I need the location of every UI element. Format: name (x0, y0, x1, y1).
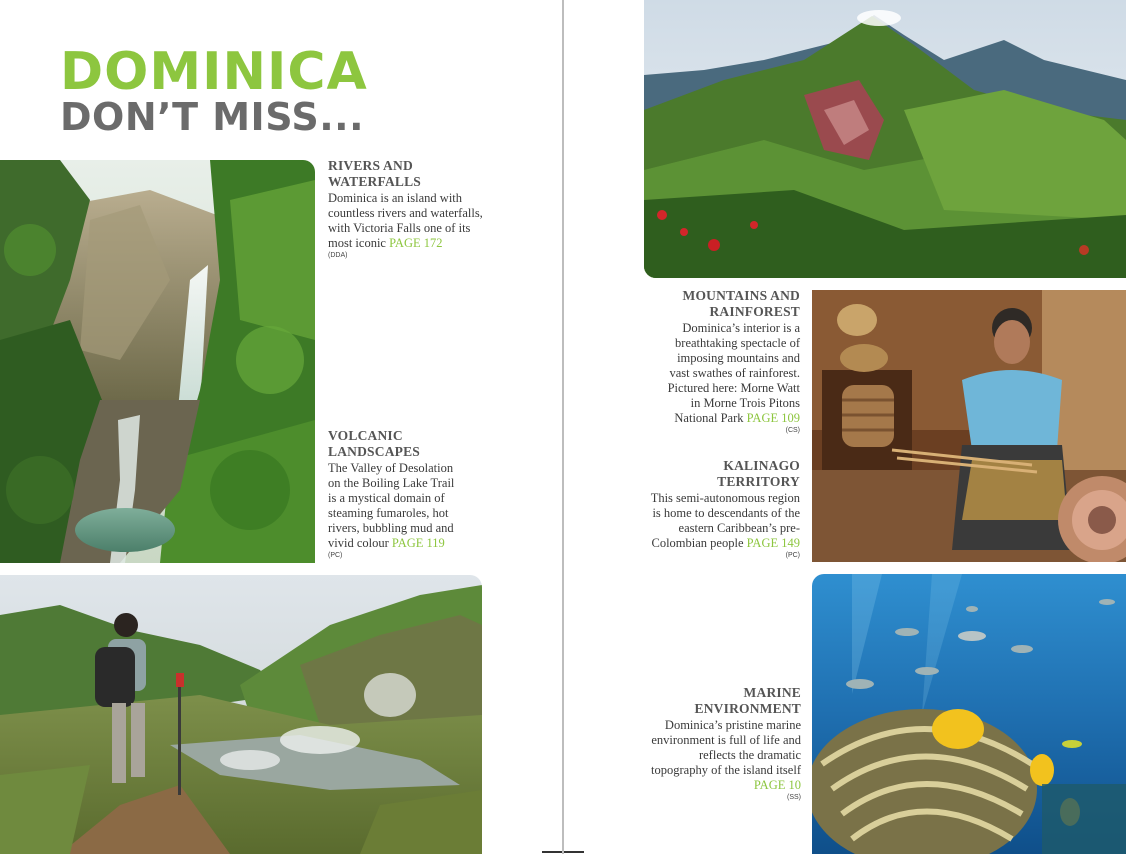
rivers-page-ref[interactable]: PAGE 172 (389, 236, 443, 250)
marine-environment-title: MARINE ENVIRONMENT (694, 685, 801, 716)
basket-weaver-photo (812, 290, 1126, 562)
kalinago-territory-text: This semi-autonomous region is home to descendants of the eastern Caribbean’s pre-Colombian people PAGE 149 (650, 491, 800, 550)
rivers-waterfalls-text: Dominica is an island with countless rivers and waterfalls, with Victoria Falls one of its most iconic PAGE 172 (328, 191, 483, 250)
page-foot-mark-left (542, 851, 562, 853)
volcanic-landscapes-blurb (328, 428, 463, 560)
rivers-photo-credit: (DDA) (328, 252, 348, 259)
mountains-photo-credit: (CS) (785, 427, 800, 434)
volcanic-landscapes-text: The Valley of Desolation on the Boiling Lake Trail is a mystical domain of steaming fumaroles, hot rivers, bubbling mud and vivid colour PAGE 119 (328, 461, 455, 550)
marine-environment-text: Dominica’s pristine marine environment is full of life and reflects the dramatic topography of the island itself PAGE 10 (651, 718, 801, 792)
volcanic-page-ref[interactable]: PAGE 119 (391, 536, 445, 550)
kalinago-photo-credit: (PC) (785, 552, 800, 559)
mountains-page-ref[interactable]: PAGE 109 (746, 411, 800, 425)
marine-photo-credit: (SS) (787, 794, 801, 801)
volcanic-landscapes-title: VOLCANIC LANDSCAPES (328, 428, 421, 459)
kalinago-territory-blurb (640, 458, 800, 560)
marine-page-ref[interactable]: PAGE 10 (753, 778, 801, 792)
volcanic-photo-credit: (PC) (328, 552, 343, 559)
marine-environment-blurb (644, 685, 801, 802)
rivers-waterfalls-title: RIVERS AND WATERFALLS (328, 158, 422, 189)
mountains-rainforest-text: Dominica’s interior is a breathtaking spectacle of imposing mountains and vast swathes of rainforest. Pictured here: Morne Watt in Morne Trois Pitons National Park PAGE 109 (667, 321, 800, 425)
page-title: DOMINICA (60, 42, 368, 102)
right-page (564, 0, 1126, 854)
rivers-waterfalls-blurb (328, 158, 488, 260)
marine-photo (812, 574, 1126, 854)
page-subtitle: DON’T MISS... (60, 95, 365, 139)
kalinago-territory-title: KALINAGO TERRITORY (717, 458, 800, 489)
mountains-rainforest-blurb (656, 288, 800, 435)
page-foot-mark-right (564, 851, 584, 853)
kalinago-page-ref[interactable]: PAGE 149 (746, 536, 800, 550)
mountains-rainforest-title: MOUNTAINS AND RAINFOREST (682, 288, 800, 319)
valley-of-desolation-photo (0, 575, 482, 854)
waterfall-photo (0, 160, 315, 563)
mountains-photo (644, 0, 1126, 278)
